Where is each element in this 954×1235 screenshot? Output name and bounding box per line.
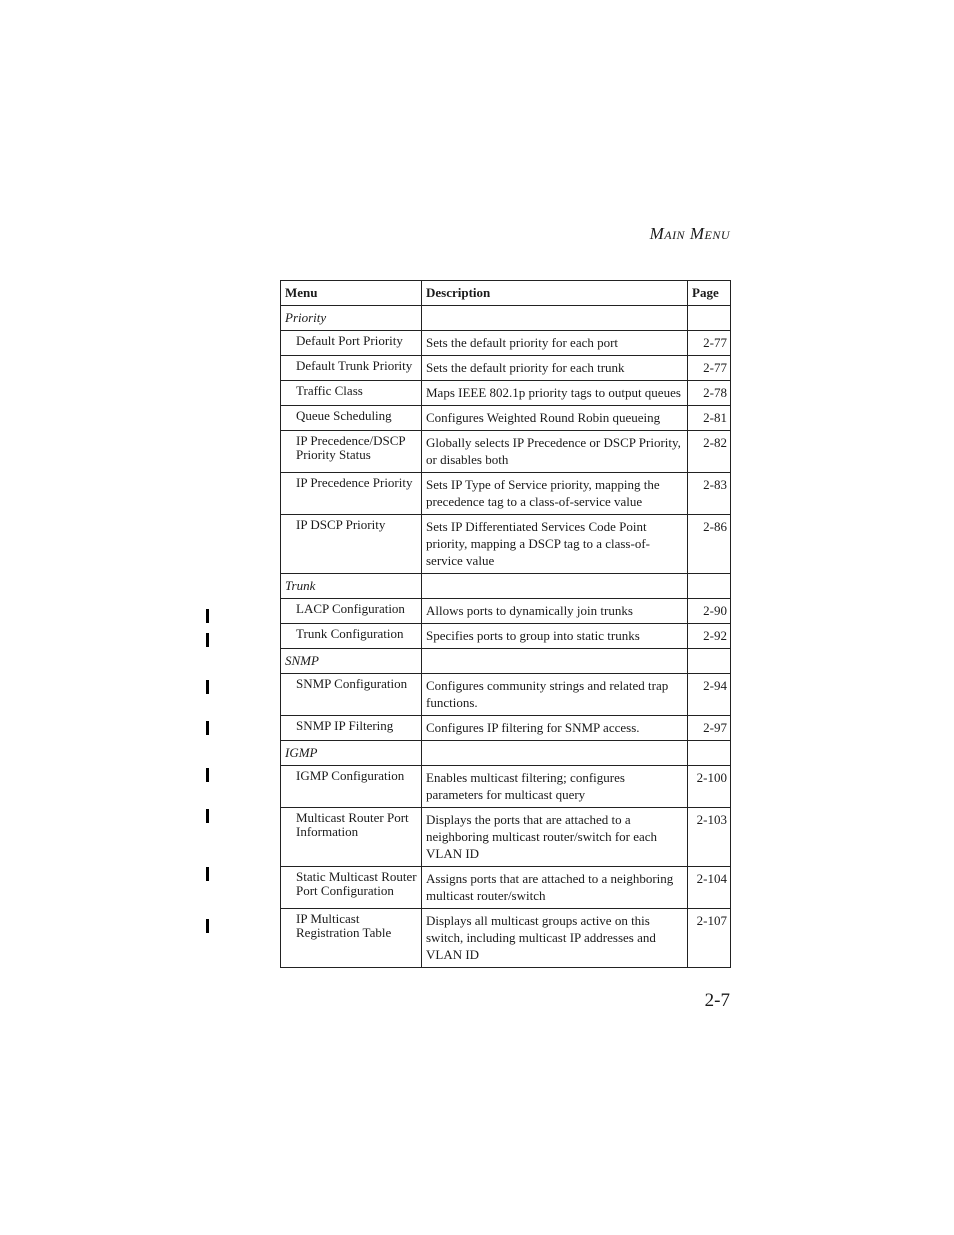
table-row	[281, 406, 731, 431]
description-cell: Displays all multicast groups active on this switch, including multicast IP addresses and VLAN ID	[422, 909, 688, 968]
page-cell: 2-82	[688, 431, 731, 473]
change-bar	[206, 768, 209, 782]
table-row	[281, 599, 731, 624]
page-cell: 2-107	[688, 909, 731, 968]
table-row	[281, 716, 731, 741]
change-bar	[206, 680, 209, 694]
menu-cell: Queue Scheduling	[281, 406, 422, 431]
page-cell: 2-86	[688, 515, 731, 574]
menu-cell: IP Precedence/DSCP Priority Status	[281, 431, 422, 473]
menu-cell: Static Multicast Router Port Configuration	[281, 867, 422, 909]
section-title: Trunk	[281, 574, 422, 599]
description-cell: Sets IP Differentiated Services Code Point priority, mapping a DSCP tag to a class-of-service value	[422, 515, 688, 574]
description-cell: Maps IEEE 802.1p priority tags to output queues	[422, 381, 688, 406]
change-bar	[206, 633, 209, 647]
change-bar	[206, 867, 209, 881]
header-initial-1: M	[649, 224, 665, 243]
page-cell: 2-94	[688, 674, 731, 716]
menu-cell: IP Precedence Priority	[281, 473, 422, 515]
section-title: IGMP	[281, 741, 422, 766]
table-row	[281, 515, 731, 574]
header-rest-2: ENU	[704, 228, 730, 242]
description-cell: Configures Weighted Round Robin queueing	[422, 406, 688, 431]
description-cell: Specifies ports to group into static trunks	[422, 624, 688, 649]
table-row	[281, 356, 731, 381]
column-header-menu: Menu	[281, 281, 422, 306]
page-cell: 2-83	[688, 473, 731, 515]
section-row-snmp	[281, 649, 731, 674]
menu-cell: IGMP Configuration	[281, 766, 422, 808]
menu-cell: IP Multicast Registration Table	[281, 909, 422, 968]
menu-cell: Default Port Priority	[281, 331, 422, 356]
main-menu-table	[280, 280, 731, 968]
page-cell: 2-104	[688, 867, 731, 909]
table-row	[281, 674, 731, 716]
table-row	[281, 624, 731, 649]
menu-cell: SNMP Configuration	[281, 674, 422, 716]
change-bar	[206, 919, 209, 933]
menu-cell: SNMP IP Filtering	[281, 716, 422, 741]
description-cell: Assigns ports that are attached to a neighboring multicast router/switch	[422, 867, 688, 909]
description-cell: Displays the ports that are attached to a neighboring multicast router/switch for each VLAN ID	[422, 808, 688, 867]
section-row-priority	[281, 306, 731, 331]
table-header-row	[281, 281, 731, 306]
table-row	[281, 473, 731, 515]
table-row	[281, 867, 731, 909]
section-title: Priority	[281, 306, 422, 331]
menu-cell: Traffic Class	[281, 381, 422, 406]
section-title: SNMP	[281, 649, 422, 674]
menu-cell: LACP Configuration	[281, 599, 422, 624]
description-cell: Configures IP filtering for SNMP access.	[422, 716, 688, 741]
description-cell: Enables multicast filtering; configures parameters for multicast query	[422, 766, 688, 808]
page-cell: 2-81	[688, 406, 731, 431]
table-row	[281, 331, 731, 356]
page-cell: 2-97	[688, 716, 731, 741]
section-row-trunk	[281, 574, 731, 599]
change-bar	[206, 809, 209, 823]
description-cell: Configures community strings and related trap functions.	[422, 674, 688, 716]
page-cell: 2-103	[688, 808, 731, 867]
description-cell: Sets the default priority for each trunk	[422, 356, 688, 381]
description-cell: Allows ports to dynamically join trunks	[422, 599, 688, 624]
change-bar	[206, 721, 209, 735]
table-row	[281, 909, 731, 968]
running-header	[650, 224, 730, 244]
menu-cell: Trunk Configuration	[281, 624, 422, 649]
page-cell: 2-92	[688, 624, 731, 649]
description-cell: Globally selects IP Precedence or DSCP Priority, or disables both	[422, 431, 688, 473]
menu-cell: IP DSCP Priority	[281, 515, 422, 574]
table-row	[281, 431, 731, 473]
column-header-description: Description	[422, 281, 688, 306]
table-row	[281, 808, 731, 867]
page-cell: 2-78	[688, 381, 731, 406]
page-number: 2-7	[704, 990, 730, 1011]
page-cell: 2-77	[688, 331, 731, 356]
menu-cell: Default Trunk Priority	[281, 356, 422, 381]
column-header-page: Page	[688, 281, 731, 306]
description-cell: Sets the default priority for each port	[422, 331, 688, 356]
change-bar	[206, 609, 209, 623]
header-rest-1: AIN	[664, 228, 686, 242]
table-row	[281, 766, 731, 808]
header-initial-2: M	[689, 224, 705, 243]
description-cell: Sets IP Type of Service priority, mapping the precedence tag to a class-of-service value	[422, 473, 688, 515]
section-row-igmp	[281, 741, 731, 766]
menu-cell: Multicast Router Port Information	[281, 808, 422, 867]
page-cell: 2-100	[688, 766, 731, 808]
table-row	[281, 381, 731, 406]
page-cell: 2-90	[688, 599, 731, 624]
page-cell: 2-77	[688, 356, 731, 381]
